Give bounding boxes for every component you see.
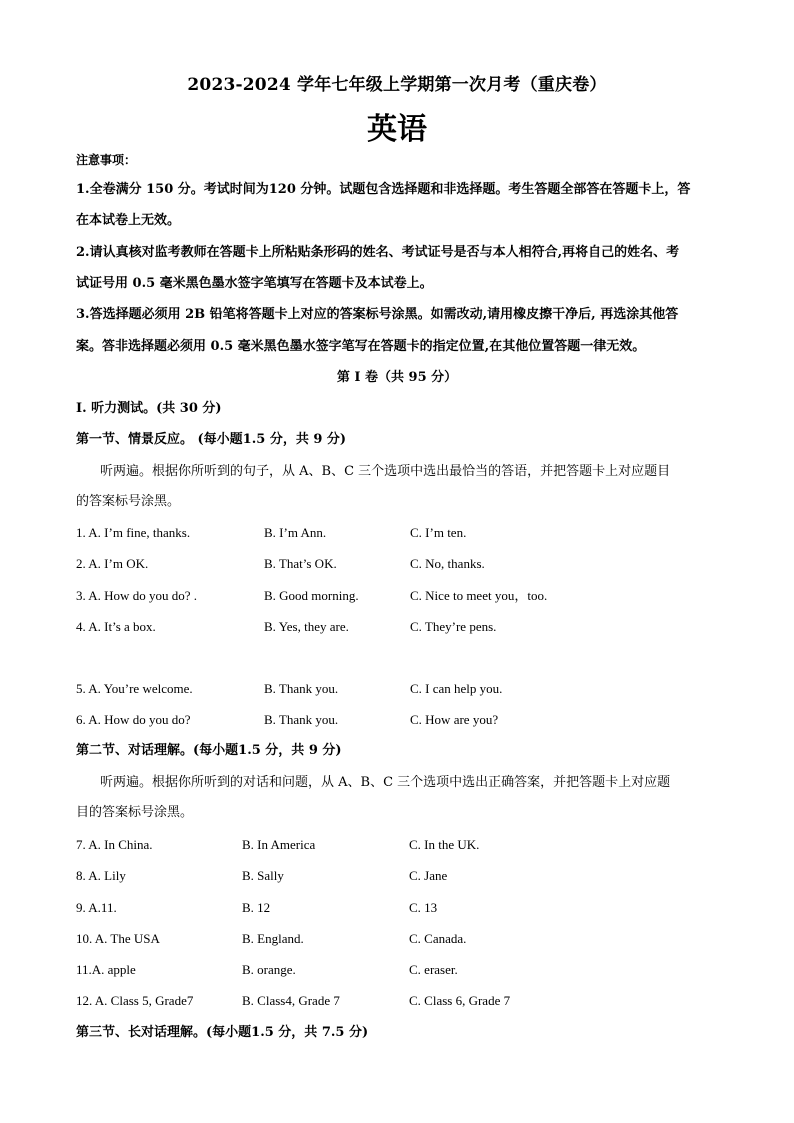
question-12-option-a: 12. A. Class 5, Grade7 bbox=[76, 993, 194, 1008]
notice-item-1-line-2: 在本试卷上无效。 bbox=[76, 213, 181, 228]
question-9-option-c: C. 13 bbox=[409, 900, 438, 915]
question-1-option-a: 1. A. I’m fine, thanks. bbox=[76, 525, 191, 540]
question-11-option-a: 11.A. apple bbox=[76, 962, 136, 977]
question-4-option-c: C. They’re pens. bbox=[410, 619, 497, 634]
question-7-option-a: 7. A. In China. bbox=[76, 837, 153, 852]
exam-title: 2023-2024 学年七年级上学期第一次月考（重庆卷） bbox=[187, 75, 607, 95]
question-2-option-b: B. That’s OK. bbox=[264, 556, 337, 571]
question-10-option-a: 10. A. The USA bbox=[76, 931, 160, 946]
question-10-option-c: C. Canada. bbox=[409, 931, 467, 946]
question-8-option-a: 8. A. Lily bbox=[76, 868, 126, 883]
question-8-option-c: C. Jane bbox=[409, 868, 448, 883]
question-3-option-a: 3. A. How do you do? . bbox=[76, 588, 197, 603]
question-2-option-a: 2. A. I’m OK. bbox=[76, 556, 149, 571]
question-7-option-b: B. In America bbox=[242, 837, 316, 852]
section-3-title: 第三节、长对话理解。(每小题1.5 分，共 7.5 分) bbox=[76, 1025, 369, 1040]
question-5-option-a: 5. A. You’re welcome. bbox=[76, 681, 193, 696]
section-1-instruction-line-1: 听两遍。根据你所听到的句子，从 A、B、C 三个选项中选出最恰当的答语，并把答题卡上对应题目 bbox=[100, 464, 671, 479]
question-10-option-b: B. England. bbox=[242, 931, 304, 946]
part-1-title: I. 听力测试。(共 30 分) bbox=[76, 401, 222, 416]
notice-item-3-line-1: 3.答选择题必须用 2B 铅笔将答题卡上对应的答案标号涂黑。如需改动,请用橡皮擦干净后, 再选涂其他答 bbox=[76, 307, 679, 322]
question-8-option-b: B. Sally bbox=[242, 868, 284, 883]
question-4-option-a: 4. A. It’s a box. bbox=[76, 619, 156, 634]
question-11-option-c: C. eraser. bbox=[409, 962, 458, 977]
subject-title: 英语 bbox=[367, 112, 427, 147]
question-9-option-b: B. 12 bbox=[242, 900, 271, 915]
question-5-option-c: C. I can help you. bbox=[410, 681, 503, 696]
notice-heading: 注意事项： bbox=[76, 153, 137, 167]
section-2-title: 第二节、对话理解。(每小题1.5 分，共 9 分) bbox=[76, 743, 342, 758]
question-6-option-a: 6. A. How do you do? bbox=[76, 712, 191, 727]
question-1-option-c: C. I’m ten. bbox=[410, 525, 467, 540]
question-9-option-a: 9. A.11. bbox=[76, 900, 117, 915]
question-3-option-c: C. Nice to meet you，too. bbox=[410, 588, 548, 603]
notice-item-2-line-2: 试证号用 0.5 毫米黑色墨水签字笔填写在答题卡及本试卷上。 bbox=[76, 276, 433, 291]
question-1-option-b: B. I’m Ann. bbox=[264, 525, 327, 540]
question-2-option-c: C. No, thanks. bbox=[410, 556, 485, 571]
section-1-instruction-line-2: 的答案标号涂黑。 bbox=[76, 494, 181, 509]
question-6-option-c: C. How are you? bbox=[410, 712, 499, 727]
volume-title: 第 I 卷（共 95 分） bbox=[336, 370, 458, 385]
notice-item-2-line-1: 2.请认真核对监考教师在答题卡上所粘贴条形码的姓名、考试证号是否与本人相符合,再将自己的姓名、考 bbox=[76, 245, 680, 260]
question-11-option-b: B. orange. bbox=[242, 962, 296, 977]
section-1-title: 第一节、情景反应。 (每小题1.5 分，共 9 分) bbox=[76, 432, 347, 447]
section-2-instruction-line-1: 听两遍。根据你所听到的对话和问题，从 A、B、C 三个选项中选出正确答案，并把答题卡上对应题 bbox=[100, 775, 671, 790]
question-5-option-b: B. Thank you. bbox=[264, 681, 339, 696]
question-4-option-b: B. Yes, they are. bbox=[264, 619, 349, 634]
notice-item-3-line-2: 案。答非选择题必须用 0.5 毫米黑色墨水签字笔写在答题卡的指定位置,在其他位置答题一律无效。 bbox=[76, 339, 646, 354]
section-2-instruction-line-2: 目的答案标号涂黑。 bbox=[76, 805, 194, 820]
notice-item-1-line-1: 1.全卷满分 150 分。考试时间为120 分钟。试题包含选择题和非选择题。考生答题全部答在答题卡上，答 bbox=[76, 182, 691, 197]
question-7-option-c: C. In the UK. bbox=[409, 837, 480, 852]
question-12-option-c: C. Class 6, Grade 7 bbox=[409, 993, 511, 1008]
question-6-option-b: B. Thank you. bbox=[264, 712, 339, 727]
question-3-option-b: B. Good morning. bbox=[264, 588, 359, 603]
question-12-option-b: B. Class4, Grade 7 bbox=[242, 993, 340, 1008]
